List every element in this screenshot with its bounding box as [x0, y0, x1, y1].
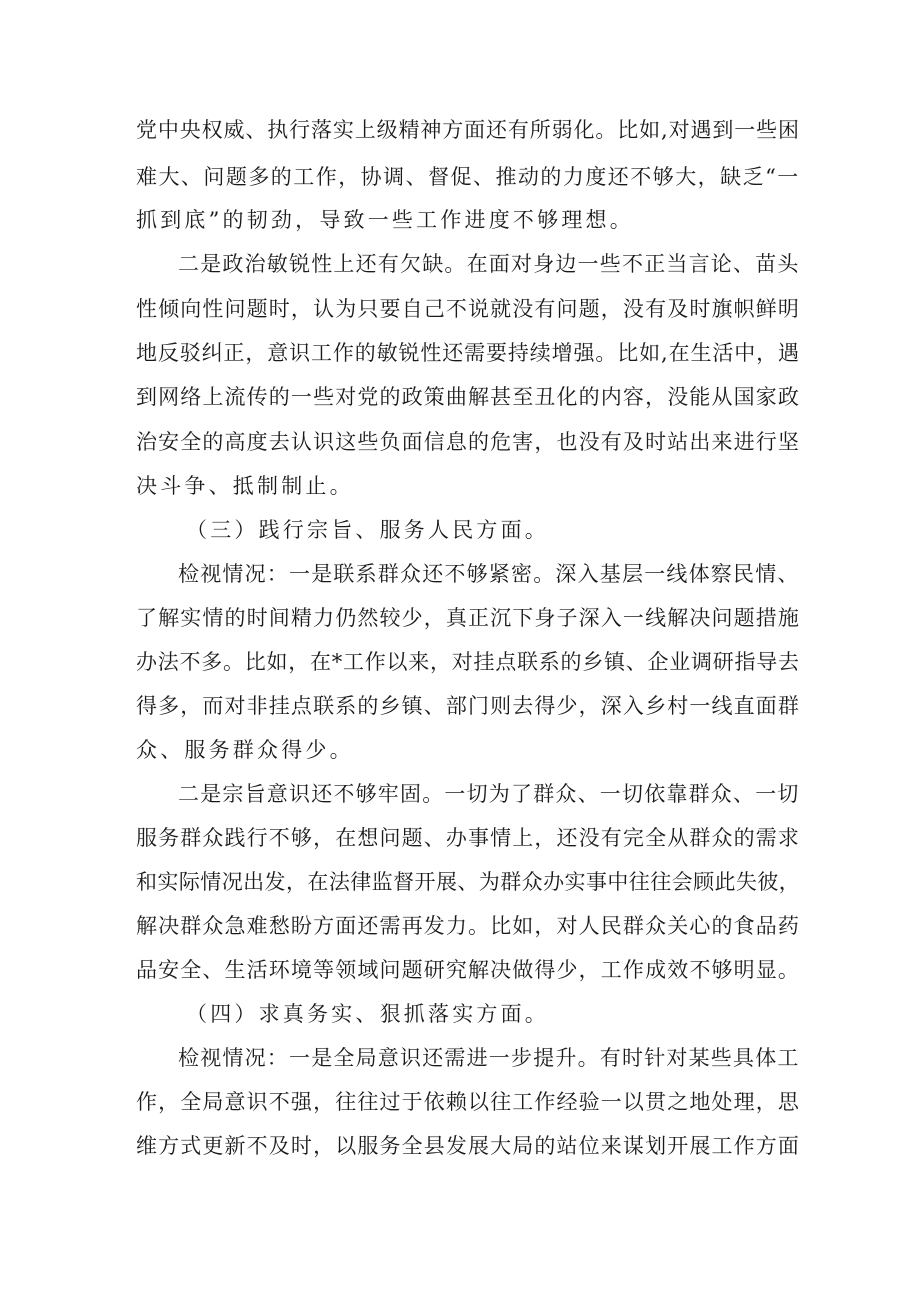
text-line: 决斗争、抵制制止。 [136, 474, 354, 498]
text-line: 维方式更新不及时，以服务全县发展大局的站位来谋划开展工作方面 [136, 1134, 800, 1158]
text-line: 党中央权威、执行落实上级精神方面还有所弱化。比如,对遇到一些困 [136, 118, 800, 142]
text-line: 服务群众践行不够，在想问题、办事情上，还没有完全从群众的需求 [136, 826, 800, 850]
text-line: 到网络上流传的一些对党的政策曲解甚至丑化的内容，没能从国家政 [136, 385, 800, 409]
text-line: 品安全、生活环境等领域问题研究解决做得少，工作成效不够明显。 [136, 958, 800, 982]
text-line: 解决群众急难愁盼方面还需再发力。比如，对人民群众关心的食品药 [136, 914, 800, 938]
text-line: 治安全的高度去认识这些负面信息的危害，也没有及时站出来进行坚 [136, 430, 800, 454]
text-line: 性倾向性问题时，认为只要自己不说就没有问题，没有及时旗帜鲜明 [136, 297, 800, 321]
text-line: 检视情况：一是联系群众还不够紧密。深入基层一线体察民情、 [178, 562, 800, 586]
text-line: 抓到底”的韧劲，导致一些工作进度不够理想。 [136, 208, 634, 232]
section-heading: （四）求真务实、狠抓落实方面。 [186, 1002, 549, 1026]
text-line: 作，全局意识不强，往往过于依赖以往工作经验一以贯之地处理，思 [136, 1090, 800, 1114]
text-line: 难大、问题多的工作，协调、督促、推动的力度还不够大，缺乏“一 [136, 165, 800, 189]
text-line: 检视情况：一是全局意识还需进一步提升。有时针对某些具体工 [178, 1046, 800, 1070]
text-line: 地反驳纠正，意识工作的敏锐性还需要持续增强。比如,在生活中，遇 [136, 341, 800, 365]
text-line: 和实际情况出发，在法律监督开展、为群众办实事中往往会顾此失彼， [136, 870, 801, 894]
text-line: 了解实情的时间精力仍然较少，真正沉下身子深入一线解决问题措施 [136, 606, 800, 630]
text-line: 众、服务群众得少。 [136, 738, 354, 762]
text-line: 得多，而对非挂点联系的乡镇、部门则去得少，深入乡村一线直面群 [136, 694, 800, 718]
text-line: 办法不多。比如，在*工作以来，对挂点联系的乡镇、企业调研指导去 [136, 650, 800, 674]
text-line: 二是宗旨意识还不够牢固。一切为了群众、一切依靠群众、一切 [178, 782, 800, 806]
text-line: 二是政治敏锐性上还有欠缺。在面对身边一些不正当言论、苗头 [178, 252, 800, 276]
section-heading: （三）践行宗旨、服务人民方面。 [186, 518, 549, 542]
